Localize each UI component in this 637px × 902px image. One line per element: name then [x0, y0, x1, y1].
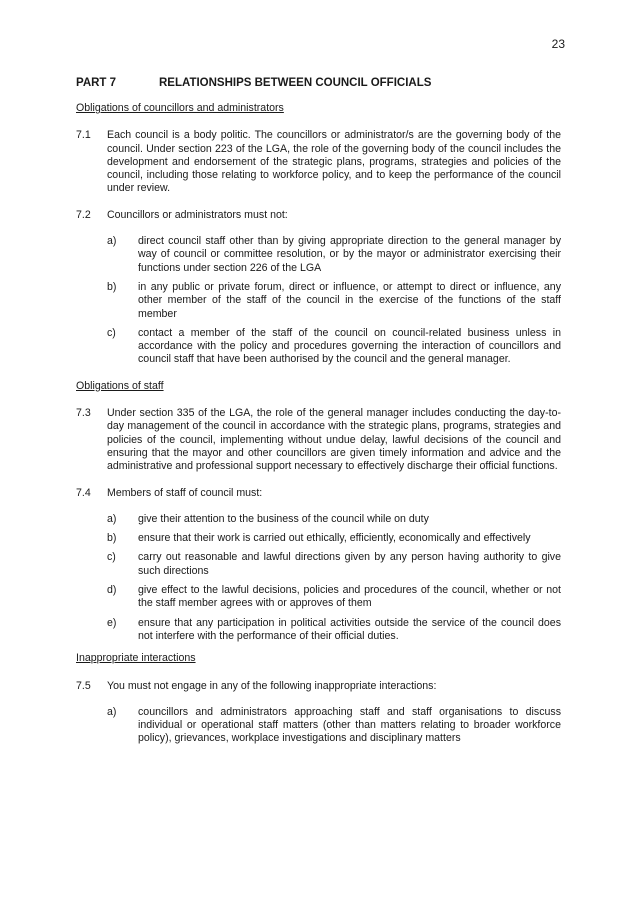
- page-number: 23: [551, 37, 565, 51]
- document-body: [76, 102, 561, 759]
- item-label: a): [107, 512, 117, 525]
- clause-7-4-items: [107, 513, 561, 643]
- list-item: [107, 513, 561, 526]
- part-heading: [76, 77, 431, 89]
- item-text: give effect to the lawful decisions, policies and procedures of the council, whether or not the staff member agrees with or approves of them: [138, 584, 561, 610]
- clause-7-5: [76, 680, 561, 693]
- clause-7-2-items: [107, 235, 561, 367]
- item-label: c): [107, 326, 116, 339]
- list-item: [107, 327, 561, 367]
- clause-7-1: [76, 129, 561, 195]
- section-heading: Obligations of staff: [76, 379, 164, 392]
- clause-text: Under section 335 of the LGA, the role of the general manager includes conducting the day-to-day management of the council in accordance with the strategic plans, programs, strategies and policies of the council, implementing without undue delay, lawful decisions of the council and ensuring that the mayor and other councillors are given timely information and advice and the administrative and professional support necessary to effectively discharge their official functions.: [107, 407, 561, 473]
- list-item: [107, 617, 561, 644]
- clause-text: Councillors or administrators must not:: [107, 208, 288, 221]
- clause-number: 7.4: [76, 486, 91, 499]
- item-label: d): [107, 584, 117, 597]
- item-text: contact a member of the staff of the council on council-related business unless in accordance with the policy and procedures governing the interaction of councillors and council staff that have been authorised by the council and the general manager.: [138, 326, 561, 366]
- part-number: PART 7: [76, 77, 117, 89]
- clause-7-3: [76, 407, 561, 473]
- item-text: in any public or private forum, direct or influence, or attempt to direct or influence, any other member of the staff of the council in the exercise of the functions of the staff member: [138, 280, 561, 320]
- item-label: c): [107, 551, 116, 564]
- item-text: direct council staff other than by giving appropriate direction to the general manager by way of council or committee resolution, or by the mayor or administrator exercising their functions under section 226 of the LGA: [138, 235, 561, 274]
- clause-7-4: [76, 487, 561, 500]
- item-label: e): [107, 616, 117, 629]
- clause-number: 7.3: [76, 407, 91, 420]
- item-text: ensure that their work is carried out ethically, efficiently, economically and effectively: [138, 532, 531, 545]
- list-item: [107, 235, 561, 275]
- item-label: a): [107, 235, 117, 248]
- item-text: give their attention to the business of the council while on duty: [138, 512, 429, 525]
- item-label: b): [107, 532, 117, 545]
- part-title: RELATIONSHIPS BETWEEN COUNCIL OFFICIALS: [159, 77, 432, 89]
- clause-number: 7.2: [76, 208, 91, 221]
- section-heading: Obligations of councillors and administrators: [76, 102, 284, 114]
- item-text: ensure that any participation in political activities outside the service of the council does not interfere with the performance of their official duties.: [138, 616, 561, 642]
- clause-7-2: [76, 209, 561, 222]
- list-item: [107, 551, 561, 578]
- item-label: a): [107, 705, 117, 718]
- clause-text: You must not engage in any of the following inappropriate interactions:: [107, 679, 437, 692]
- item-label: b): [107, 280, 117, 293]
- clause-text: Each council is a body politic. The councillors or administrator/s are the governing body of the council. Under section 223 of the LGA, the role of the governing body of the council includes the development and endorsement of the strategic plans, programs, strategies and policies of the council, including those relating to workforce policy, and to keep the performance of the council under review.: [107, 129, 561, 195]
- clause-number: 7.5: [76, 679, 91, 692]
- list-item: [107, 532, 561, 545]
- clause-7-5-items: [107, 706, 561, 746]
- clause-number: 7.1: [76, 129, 91, 142]
- list-item: [107, 281, 561, 321]
- list-item: [107, 584, 561, 611]
- item-text: councillors and administrators approaching staff and staff organisations to discuss individual or operational staff matters (other than matters relating to broader workforce policy), grievances, workplace investigations and disciplinary matters: [138, 705, 561, 745]
- clause-text: Members of staff of council must:: [107, 486, 263, 499]
- item-text: carry out reasonable and lawful directions given by any person having authority to give such directions: [138, 551, 561, 577]
- section-heading: Inappropriate interactions: [76, 652, 196, 665]
- list-item: [107, 706, 561, 746]
